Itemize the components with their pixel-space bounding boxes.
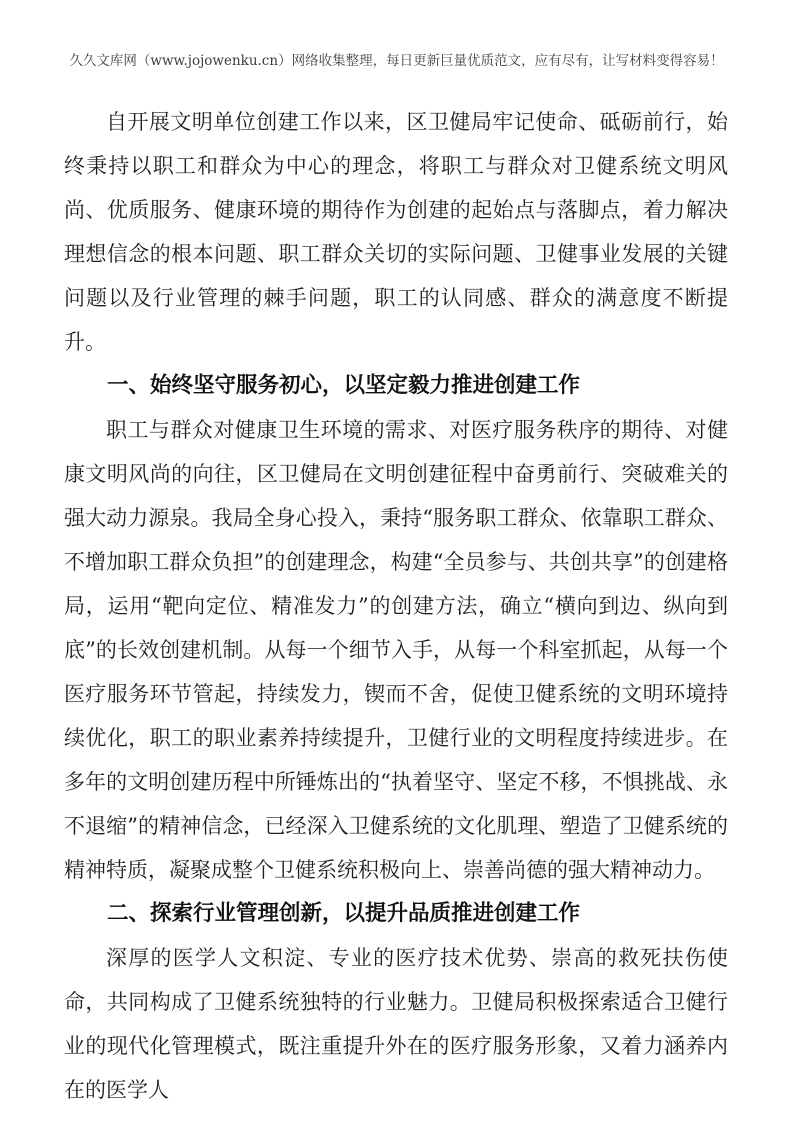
paragraph-section-1: 职工与群众对健康卫生环境的需求、对医疗服务秩序的期待、对健康文明风尚的向往，区卫健局在文明创建征程中奋勇前行、突破难关的强大动力源泉。我局全身心投入，秉持“服务职工群众、依靠职工群众、不增加职工群众负担”的创建理念，构建“全员参与、共创共享”的创建格局，运用“靶向定位、精准发力”的创建方法，确立“横向到边、纵向到底”的长效创建机制。从每一个细节入手，从每一个科室抓起，从每一个医疗服务环节管起，持续发力，锲而不舍，促使卫健系统的文明环境持续优化，职工的职业素养持续提升，卫健行业的文明程度持续进步。在多年的文明创建历程中所锤炼出的“执着坚守、坚定不移，不惧挑战、永不退缩”的精神信念，已经深入卫健系统的文化肌理、塑造了卫健系统的精神特质，凝聚成整个卫健系统积极向上、崇善尚德的强大精神动力。 <box>64 418 728 882</box>
page-header <box>0 0 793 70</box>
document-body <box>64 100 728 1112</box>
section-heading-1: 一、始终坚守服务初心，以坚定毅力推进创建工作 <box>107 373 581 398</box>
section-heading-2: 二、探索行业管理创新，以提升品质推进创建工作 <box>107 901 581 926</box>
paragraph-intro: 自开展文明单位创建工作以来，区卫健局牢记使命、砥砺前行，始终秉持以职工和群众为中心的理念，将职工与群众对卫健系统文明风尚、优质服务、健康环境的期待作为创建的起始点与落脚点，着力解决理想信念的根本问题、职工群众关切的实际问题、卫健事业发展的关键问题以及行业管理的棘手问题，职工的认同感、群众的满意度不断提升。 <box>64 110 728 354</box>
paragraph-section-2: 深厚的医学人文积淀、专业的医疗技术优势、崇高的救死扶伤使命，共同构成了卫健系统独特的行业魅力。卫健局积极探索适合卫健行业的现代化管理模式，既注重提升外在的医疗服务形象，又着力涵养内在的医学人 <box>64 946 728 1102</box>
header-note: 久久文库网（www.jojowenku.cn）网络收集整理，每日更新巨量优质范文，应有尽有，让写材料变得容易！ <box>69 53 724 69</box>
